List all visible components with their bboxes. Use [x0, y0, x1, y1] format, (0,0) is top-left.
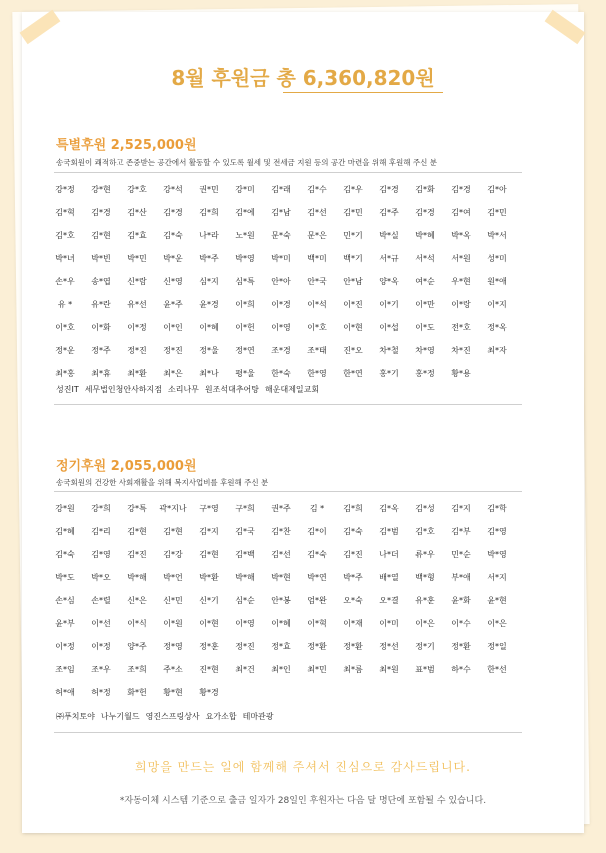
donor-name: 강*특 [127, 504, 147, 513]
donor-name: 이*랑 [451, 300, 471, 309]
donor-name: 김*학 [487, 504, 507, 513]
donor-name: 강*원 [55, 504, 75, 513]
donor-name: 최*휴 [91, 369, 111, 378]
donor-name: 정*운 [55, 346, 75, 355]
donor-name: 박*해 [127, 573, 147, 582]
donor-name: 진*현 [199, 665, 219, 674]
donor-name: 여*순 [415, 277, 435, 286]
donor-name: 김*리 [91, 527, 111, 536]
donor-name: 이*희 [235, 300, 255, 309]
donor-name: 신*기 [199, 596, 219, 605]
donor-name: 정*옥 [487, 323, 507, 332]
donor-name: 박*연 [307, 573, 327, 582]
donor-name: 김*진 [127, 550, 147, 559]
donor-name: 부*애 [451, 573, 471, 582]
donor-name: 김*찬 [271, 527, 291, 536]
donor-name: 김*희 [343, 504, 363, 513]
donor-name: 최*건 [235, 665, 255, 674]
donor-name: 이*호 [55, 323, 75, 332]
footnote: *자동이체 시스템 기준으로 출금 일자가 28일인 후원자는 다음 달 명단에 포함될 수 있습니다. [119, 796, 487, 806]
donor-name: 우*현 [451, 277, 471, 286]
donor-name: 서*지 [487, 573, 507, 582]
donor-name: 김*혜 [55, 527, 75, 536]
donor-name: 이*현 [343, 323, 363, 332]
donor-name: 정*주 [91, 346, 111, 355]
donor-name: 강*미 [235, 185, 255, 194]
donor-name: 박*현 [271, 573, 291, 582]
donor-name: 황*현 [163, 688, 183, 697]
donor-name: 심*지 [199, 277, 219, 286]
donor-name: 안*아 [271, 277, 291, 286]
donor-name: 곽*지나 [159, 504, 187, 513]
donor-name: 이*수 [451, 619, 471, 628]
donor-name: 이*정 [55, 642, 75, 651]
donor-name: 하*수 [451, 665, 471, 674]
donor-name: 이*호 [307, 323, 327, 332]
corporate-donor-name: 원조석대추어탕 [204, 385, 260, 394]
donor-name: 김*옥 [379, 504, 399, 513]
donor-name: 문*숙 [271, 231, 291, 240]
donor-name: 류*우 [415, 550, 435, 559]
donor-name: 권*민 [199, 185, 219, 194]
donor-name: 이*은 [415, 619, 435, 628]
donor-name: 이*헌 [235, 323, 255, 332]
donor-name: 윤*주 [163, 300, 183, 309]
donor-name: 한*영 [307, 369, 327, 378]
donor-name: 평*울 [235, 369, 255, 378]
donor-name: 김*경 [379, 185, 399, 194]
donor-name: 조*우 [91, 665, 111, 674]
donor-name: 김*혁 [55, 208, 75, 217]
donor-name: 황*경 [199, 688, 219, 697]
donor-name: 나*라 [199, 231, 219, 240]
donor-name: 김 * [309, 504, 325, 513]
donor-name: 조*경 [271, 346, 291, 355]
donor-name: 황*용 [451, 369, 471, 378]
donor-name: 김*희 [199, 208, 219, 217]
donor-name: 화*헌 [127, 688, 147, 697]
donor-name: 김*숙 [307, 550, 327, 559]
donor-name: 김*선 [307, 208, 327, 217]
donor-name: 김*경 [163, 208, 183, 217]
donor-name: 안*국 [307, 277, 327, 286]
corporate-donor-name: 해운대제일교회 [265, 385, 320, 394]
regular-corporation-list [56, 711, 280, 722]
donor-name: 허*정 [91, 688, 111, 697]
corporate-donor-name: 나누기월드 [100, 712, 140, 721]
donor-name: 박*운 [163, 254, 183, 263]
donor-name: 신*람 [127, 277, 147, 286]
special-corporation-list [56, 384, 325, 395]
donor-name: 강*정 [55, 185, 75, 194]
donor-name: 차*진 [451, 346, 471, 355]
regular-bottom-divider [54, 732, 522, 733]
donor-name: 서*규 [379, 254, 399, 263]
donor-name: 박*해 [235, 573, 255, 582]
donor-name: 엄*완 [307, 596, 327, 605]
donor-name: 최*은 [163, 369, 183, 378]
donor-name: 김*영 [91, 550, 111, 559]
donor-name: 진*오 [343, 346, 363, 355]
donor-name: 유*훈 [415, 596, 435, 605]
donor-name: 차*영 [415, 346, 435, 355]
donor-name: 윤*현 [487, 596, 507, 605]
donor-name: 김*경 [91, 208, 111, 217]
donor-name: 김*래 [271, 185, 291, 194]
donor-name: 이*영 [235, 619, 255, 628]
donor-name: 구*영 [199, 504, 219, 513]
donor-name: 원*애 [487, 277, 507, 286]
donor-name: 박*도 [55, 573, 75, 582]
donor-name: 이*은 [487, 619, 507, 628]
donor-name: 정*울 [199, 346, 219, 355]
donor-name: 서*석 [415, 254, 435, 263]
donor-name: 조*태 [307, 346, 327, 355]
donor-name: 박*옥 [451, 231, 471, 240]
donor-name: 전*호 [451, 323, 471, 332]
donor-name: 정*환 [451, 642, 471, 651]
donor-name: 정*환 [343, 642, 363, 651]
donor-name: 정*연 [235, 346, 255, 355]
donor-name: 김*지 [199, 527, 219, 536]
donor-name: 이*재 [343, 619, 363, 628]
donor-name: 최*홍 [55, 369, 75, 378]
donor-name: 민*순 [451, 550, 471, 559]
donor-name: 구*희 [235, 504, 255, 513]
donor-name: 이*영 [271, 323, 291, 332]
regular-top-divider [54, 491, 522, 492]
donor-name: 안*남 [343, 277, 363, 286]
donor-name: 이*선 [91, 619, 111, 628]
donor-name: 백*기 [343, 254, 363, 263]
donor-name: 이*기 [379, 300, 399, 309]
donor-name: 노*원 [235, 231, 255, 240]
donor-name: 안*봉 [271, 596, 291, 605]
corporate-donor-name: 영진스프링상사 [145, 712, 200, 721]
donor-name: 차*철 [379, 346, 399, 355]
donor-name: 신*은 [127, 596, 147, 605]
donor-name: 강*현 [91, 185, 111, 194]
donor-name: 허*애 [55, 688, 75, 697]
special-bottom-divider [54, 404, 522, 405]
donor-name: 심*특 [235, 277, 255, 286]
donor-name: 이*도 [415, 323, 435, 332]
donor-name: 홍*정 [415, 369, 435, 378]
donor-name: 이*정 [127, 323, 147, 332]
donor-name: 이*정 [91, 642, 111, 651]
donor-name: 손*우 [55, 277, 75, 286]
donor-name: 백*미 [307, 254, 327, 263]
donor-name: 이*만 [415, 300, 435, 309]
donor-name: 손*렬 [91, 596, 111, 605]
donor-name: 김*진 [343, 550, 363, 559]
donor-name: 김*숙 [55, 550, 75, 559]
donor-name: 김*현 [91, 231, 111, 240]
corporate-donor-name: 세무법인청안사하지점 [84, 385, 162, 394]
donor-name: 정*진 [163, 346, 183, 355]
donor-name: 한*숙 [271, 369, 291, 378]
donor-name: 송*엽 [91, 277, 111, 286]
donor-name: 김*선 [271, 550, 291, 559]
special-donor-grid [47, 183, 527, 390]
donor-name: 정*효 [271, 642, 291, 651]
donor-name: 박*빈 [91, 254, 111, 263]
donor-name: 김*성 [415, 504, 435, 513]
donor-name: 이*화 [91, 323, 111, 332]
donor-name: 박*오 [91, 573, 111, 582]
donor-name: 정*기 [415, 642, 435, 651]
donor-name: 신*민 [163, 596, 183, 605]
donor-name: 이*식 [127, 619, 147, 628]
donor-name: 정*선 [379, 642, 399, 651]
corporate-donor-name: 테마관광 [242, 712, 274, 721]
donor-name: 손*심 [55, 596, 75, 605]
donor-name: 박*영 [235, 254, 255, 263]
donor-name: 조*임 [55, 665, 75, 674]
regular-heading: 정기후원 2,055,000원 [56, 459, 197, 474]
donor-name: 이*원 [163, 619, 183, 628]
donor-name: 김*경 [415, 208, 435, 217]
donor-name: 이*혜 [271, 619, 291, 628]
donor-name: 이*인 [163, 323, 183, 332]
donor-name: 김*현 [127, 527, 147, 536]
donor-name: 김*범 [379, 527, 399, 536]
donor-name: 김*아 [487, 185, 507, 194]
page-title: 8월 후원금 총 6,360,820원 [171, 66, 435, 90]
donor-name: 백*형 [415, 573, 435, 582]
donor-name: 정*일 [487, 642, 507, 651]
donor-name: 최*나 [199, 369, 219, 378]
donor-name: 김*국 [235, 527, 255, 536]
donor-name: 김*남 [271, 208, 291, 217]
donor-name: 김*우 [343, 185, 363, 194]
donor-name: 이*섭 [379, 323, 399, 332]
donor-name: 김*주 [379, 208, 399, 217]
donor-name: 김*효 [127, 231, 147, 240]
donor-name: 이*혜 [199, 323, 219, 332]
donor-name: 한*연 [343, 369, 363, 378]
donor-name: 최*름 [343, 665, 363, 674]
donor-name: 김*민 [343, 208, 363, 217]
donor-name: 박*실 [379, 231, 399, 240]
donor-name: 권*주 [271, 504, 291, 513]
donor-name: 이*경 [271, 300, 291, 309]
donor-name: 주*소 [163, 665, 183, 674]
donor-name: 정*진 [127, 346, 147, 355]
donor-name: 양*옥 [379, 277, 399, 286]
donor-name: 박*서 [487, 231, 507, 240]
donor-name: 김*화 [415, 185, 435, 194]
donor-name: 정*진 [235, 642, 255, 651]
donor-name: 김*현 [199, 550, 219, 559]
corporate-donor-name: ㈜푸치토야 [56, 712, 95, 721]
special-description: 송국회원이 쾌적하고 존중받는 공간에서 활동할 수 있도록 월세 및 전세금 지원 등의 공간 마련을 위해 후원해 주신 분 [56, 158, 438, 167]
donor-name: 윤*화 [451, 596, 471, 605]
donor-name: 유*선 [127, 300, 147, 309]
donor-name: 박*혜 [415, 231, 435, 240]
donor-name: 민*기 [343, 231, 363, 240]
donor-name: 이*지 [487, 300, 507, 309]
donor-name: 박*민 [127, 254, 147, 263]
donor-name: 오*결 [379, 596, 399, 605]
donor-name: 김*수 [307, 185, 327, 194]
donor-name: 김*여 [451, 208, 471, 217]
donor-name: 최*자 [487, 346, 507, 355]
special-heading: 특별후원 2,525,000원 [56, 138, 197, 153]
donor-name: 정*훈 [199, 642, 219, 651]
donor-name: 김*영 [487, 527, 507, 536]
donor-name: 김*호 [415, 527, 435, 536]
donor-name: 김*이 [307, 527, 327, 536]
corporate-donor-name: 요가소합 [205, 712, 237, 721]
donor-name: 박*녀 [55, 254, 75, 263]
donor-name: 이*석 [307, 300, 327, 309]
donor-name: 김*숙 [163, 231, 183, 240]
donor-name: 윤*경 [199, 300, 219, 309]
donor-name: 김*부 [451, 527, 471, 536]
donor-name: 유*란 [91, 300, 111, 309]
special-top-divider [54, 172, 522, 173]
donor-name: 조*희 [127, 665, 147, 674]
donor-name: 표*범 [415, 665, 435, 674]
regular-description: 송국회원의 건강한 사회재활을 위해 복지사업비를 후원해 주신 분 [56, 478, 269, 487]
donor-name: 나*더 [379, 550, 399, 559]
donor-name: 신*영 [163, 277, 183, 286]
donor-name: 최*인 [271, 665, 291, 674]
donor-name: 김*호 [55, 231, 75, 240]
title-underline [283, 92, 443, 93]
donor-name: 이*혁 [307, 619, 327, 628]
donor-name: 강*석 [163, 185, 183, 194]
donor-name: 문*은 [307, 231, 327, 240]
corporate-donor-name: 성진IT [56, 385, 79, 394]
donor-name: 한*선 [487, 665, 507, 674]
donor-name: 김*경 [451, 185, 471, 194]
donor-name: 윤*부 [55, 619, 75, 628]
donor-name: 김*민 [487, 208, 507, 217]
donor-name: 정*영 [163, 642, 183, 651]
regular-donor-grid [47, 502, 527, 709]
donor-name: 오*숙 [343, 596, 363, 605]
donor-name: 박*주 [343, 573, 363, 582]
donor-name: 김*강 [163, 550, 183, 559]
thanks-message: 희망을 만드는 일에 함께해 주셔서 진심으로 감사드립니다. [135, 760, 471, 774]
donor-name: 박*주 [199, 254, 219, 263]
donor-name: 박*영 [487, 550, 507, 559]
donor-name: 김*에 [235, 208, 255, 217]
donor-name: 이*미 [379, 619, 399, 628]
donor-name: 강*호 [127, 185, 147, 194]
donor-name: 김*지 [451, 504, 471, 513]
donor-name: 김*산 [127, 208, 147, 217]
donor-name: 유 * [57, 300, 73, 309]
donor-name: 양*주 [127, 642, 147, 651]
donor-name: 성*미 [487, 254, 507, 263]
donor-name: 이*현 [199, 619, 219, 628]
donor-name: 정*환 [307, 642, 327, 651]
donor-name: 최*환 [127, 369, 147, 378]
donor-name: 최*원 [379, 665, 399, 674]
donor-name: 김*현 [163, 527, 183, 536]
donor-name: 강*희 [91, 504, 111, 513]
donor-name: 김*숙 [343, 527, 363, 536]
donor-name: 김*백 [235, 550, 255, 559]
donor-name: 심*순 [235, 596, 255, 605]
donor-name: 배*열 [379, 573, 399, 582]
donor-name: 홍*기 [379, 369, 399, 378]
donor-name: 이*진 [343, 300, 363, 309]
donor-name: 서*원 [451, 254, 471, 263]
donor-name: 박*미 [271, 254, 291, 263]
donor-name: 박*환 [199, 573, 219, 582]
donor-name: 박*언 [163, 573, 183, 582]
donor-name: 최*민 [307, 665, 327, 674]
corporate-donor-name: 소리나무 [167, 385, 199, 394]
